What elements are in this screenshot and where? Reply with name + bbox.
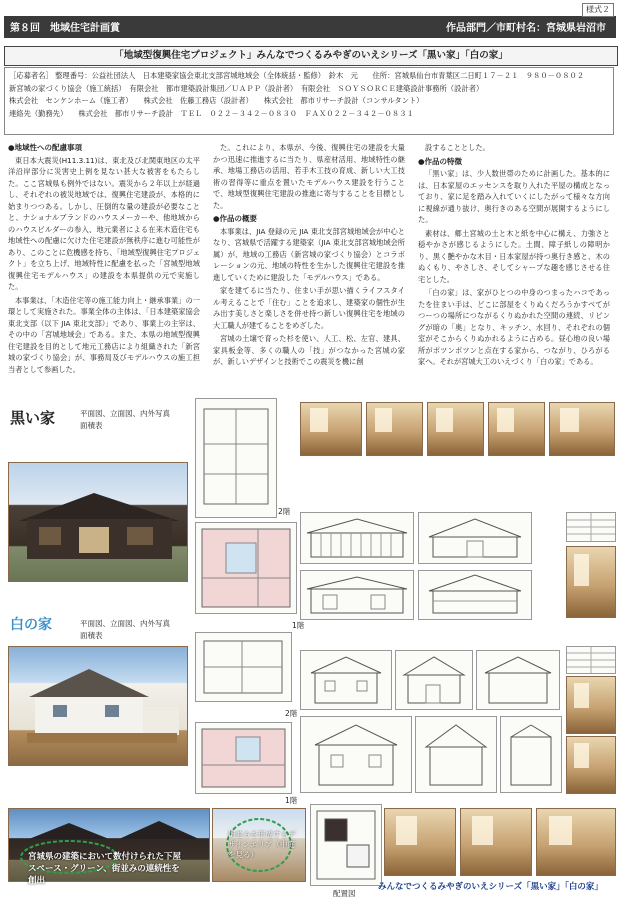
text-column-3 [418, 142, 610, 380]
paragraph: 宮城の土壌で育った杉を使い、人工、松、左官、建具、家具板金等、多くの職人の「技」がつなかった宮城の家が、新しいデザインと技術でこの震災を機に創 [213, 334, 405, 366]
streetscape-caption: 宮城県の建築において数付けられた下屋スペース・グリーン、街並みの連続性を創出 [28, 852, 182, 886]
section-heading: ●作品の特徴 [418, 156, 463, 166]
white-house-interior-photo [566, 736, 616, 794]
white-house-floor-plan-2f [195, 632, 292, 702]
white-house-2f-label: 2階 [285, 709, 298, 718]
black-house-area-label: 面積表 [80, 421, 103, 430]
white-house-elevation-6 [500, 716, 562, 793]
elevation-drawing [396, 651, 472, 709]
floor-plan-drawing [196, 723, 291, 793]
site-plan-drawing [310, 804, 382, 886]
paragraph: 東日本大震災(H11.3.11)は、東北及び北関東地区の太平洋沿岸部分に災害史上例を見ない甚大な被害をもたらした。ここ宮城県も例外ではない。震災から２年以上が経過し、それぞれの被災地域では、復興住宅建設が、本格的に始まりつつある。しかし、圧倒的な量の建設が必要なことと、ナショナルブランドのハウスメーカーや、他地域からのハウスビルダーの参入、地元業者による在来木造住宅も地域性への配慮に欠けた住宅建設が無秩序に進む可能性があり、このことに危機感を持ち、「地域型復興住宅プロジェクト」を立ち上げ、地域特性に配慮を払った「宮城型地域復興住宅モデルハウス」の建設を本県提供の元で実施した。 [8, 155, 200, 291]
white-house-area-table [566, 646, 616, 674]
white-house-area-label: 面積表 [80, 631, 103, 640]
black-house-title: 黒い家 [10, 409, 56, 427]
black-house-exterior-illustration [9, 463, 187, 581]
floor-plan-drawing [196, 523, 296, 613]
black-house-elevation-1 [300, 512, 414, 564]
elevation-drawing [301, 513, 413, 563]
applicant-line: 株式会社 センケンホーム（施工者） 株式会社 佐藤工務店（設計者） 株式会社 都市リサーチ設計（コンサルタント） [9, 96, 424, 105]
category-label: 作品部門／市町村名：宮城県岩沼市 [446, 23, 606, 34]
white-house-drawings-label: 平面図、立面図、内外写真 [80, 619, 170, 628]
area-table-grid [567, 513, 615, 541]
header [0, 0, 620, 42]
black-house-elevation-3 [300, 570, 414, 620]
elevation-drawing [501, 717, 561, 792]
white-house-title: 白の家 [10, 617, 52, 633]
elevation-drawing [301, 651, 391, 709]
site-plan-label: 配置図 [333, 889, 356, 898]
white-house-elevation-2 [395, 650, 473, 710]
floor-plan-drawing [196, 633, 291, 701]
section-heading: ●地域性への配慮事項 [8, 143, 83, 152]
elevation-drawing [416, 717, 496, 792]
white-house-elevation-1 [300, 650, 392, 710]
white-house-elevation-5 [415, 716, 497, 793]
white-house-exterior-photo [8, 646, 188, 766]
black-house-exterior-photo [8, 462, 188, 582]
paragraph: 素材は、郷土宮城の土と木と紙を中心に構え、力強さと穏やかさが感じるようにした。土間、障子紙しの障明かり、黒く艶やかな木目・日本家屋が持つ奥行き感と、木のぬくもり、やさしさ、そしてシャープな趣を感じさせる住宅とした。 [418, 228, 610, 284]
paragraph: 「黒い家」は、少人数世帯のために計画した。基本的には、日本家屋のエッセンスを取り入れた平屋の構成となっており、家に足を踏み入れていくにしたがって様々な方向に視線が通り抜け、奥行きのある空間が展開するようにした。 [418, 169, 610, 224]
black-house-area-table [566, 512, 616, 542]
applicant-line: 新宮城の家づくり協会（施工統括） 有限会社 都市建築設計集団／ＵＡＰＰ（設計者） 有限会社 ＳＯＹＳＯＲＣＥ建築設計事務所（設計者） [9, 83, 484, 93]
black-house-interior-photo [566, 546, 616, 618]
detail-photo [460, 808, 532, 876]
black-house-2f-label: 2階 [278, 507, 291, 516]
floor-plan-drawing [196, 399, 276, 517]
white-house-elevation-3 [476, 650, 560, 710]
paragraph: 本事業は、「木造住宅等の施工能力向上・継承事業」の一環として実施された。事業全体の主体は、「日本建築家協会東北支部（以下 JIA 東北支部）」であり、事業上の主宰は、その中の「宮城地域会」である。また、本県の地域型復興住宅建設を目的として地元工務店により組織された「新宮城の家づくり協会」が、事務局及びモデルハウスの施工担当者として参画した。 [8, 295, 200, 374]
elevation-drawing [477, 651, 559, 709]
black-house-interior-photo [488, 402, 545, 456]
paragraph: 設することとした。 [425, 143, 490, 152]
white-house-elevation-4 [300, 716, 412, 793]
detail-photo [536, 808, 616, 876]
section-heading: ●作品の概要 [213, 214, 258, 223]
white-house-exterior-illustration [9, 647, 187, 765]
black-house-drawings-label: 平面図、立面図、内外写真 [80, 409, 170, 418]
project-subtitle: 「地域型復興住宅プロジェクト」みんなでつくるみやぎのいえシリーズ「黒い家」「白の家」 [4, 46, 618, 66]
elevation-drawing [419, 513, 531, 563]
courtyard-caption: 街並みを形成するデザインエリア（中庭を見る） [228, 830, 296, 859]
white-house-interior-photo [566, 676, 616, 734]
applicant-line: 連絡先（勤務先） 株式会社 都市リサーチ設計 ＴＥＬ ０２２－３４２－０８３０ ＦＡＸ０２２－３４２－０８３１ [9, 108, 414, 118]
elevation-drawing [419, 571, 531, 619]
text-column-1 [8, 142, 200, 380]
award-title: 第８回 地域住宅計画賞 [10, 23, 120, 34]
black-house-1f-label: 1階 [292, 621, 305, 630]
paragraph: 「白の家」は、家がひとつの中身のつまったハコであったを住まい手は、どこに部屋をくりぬくだろうかすべてがつーつの場所につながるくりぬかれた空間の連続、リビングが暗の「奥」となり、キッチン、水回り、それぞれの個室がそこからくりぬかれるように占める。昼心地の良い場所がポツンポツンと点在する家から、つながり、ひろがる家へ。それが宮城大工のいえづくり「白の家」である。 [418, 288, 610, 366]
paragraph: 家を建てるに当たり、住まい手が思い描くライフスタイル考えることで「住む」ことを追求し、建築家の個性が生み出す美しさと楽しさを併せ持つ新しい復興住宅を地域の大工職人が建てることをめざした。 [213, 286, 405, 330]
area-table-grid [567, 647, 615, 673]
paragraph: 本事業は、JIA 登録の元 JIA 東北支部宮城地域会が中心となり、宮城県で活躍する建築家（JIA 東北支部宮城地域会所属）が、地域の工務店（新宮城の家づくり協会）とコラボレーションの元、地域の特性を生かした復興住宅建設を推進していくために建設した「モデルハウス」である。 [213, 226, 405, 282]
applicants-box [4, 67, 614, 135]
footer-title: みんなでつくるみやぎのいえシリーズ「黒い家」「白の家」 [378, 882, 603, 892]
elevation-drawing [301, 571, 413, 619]
elevation-drawing [301, 717, 411, 792]
site-plan-illustration [311, 805, 381, 885]
black-house-interior-photo [366, 402, 423, 456]
black-house-floor-plan-2f [195, 398, 277, 518]
form-label: 様式２ [582, 3, 614, 17]
black-house-interior-photo [427, 402, 484, 456]
black-house-interior-photo [549, 402, 615, 456]
text-column-2 [213, 142, 405, 380]
paragraph: た。これにより、本県が、今後、復興住宅の建設を大量かつ迅速に推進するに当たり、県産材活用、地域特性の継承、地場工務店の活用、若手木工技の育成、新しい大工技術の習得等に重点を置いたモデルハウス建設を行うことで、地域型復興住宅建設の推進に寄与することを目標とした。 [213, 143, 405, 210]
detail-photo [384, 808, 456, 876]
white-house-1f-label: 1階 [285, 796, 298, 805]
black-house-interior-photo [300, 402, 362, 456]
applicant-line: ［応募者名］ 整理番号：公益社団法人 日本建築家協会東北支部宮城地域会（全体統括・監修） 鈴木 元 住所：宮城県仙台市青葉区二日町１７－２１ ９８０－０８０２ [9, 71, 585, 80]
white-house-floor-plan-1f [195, 722, 292, 794]
black-house-elevation-2 [418, 512, 532, 564]
black-house-floor-plan-1f [195, 522, 297, 614]
black-house-elevation-4 [418, 570, 532, 620]
